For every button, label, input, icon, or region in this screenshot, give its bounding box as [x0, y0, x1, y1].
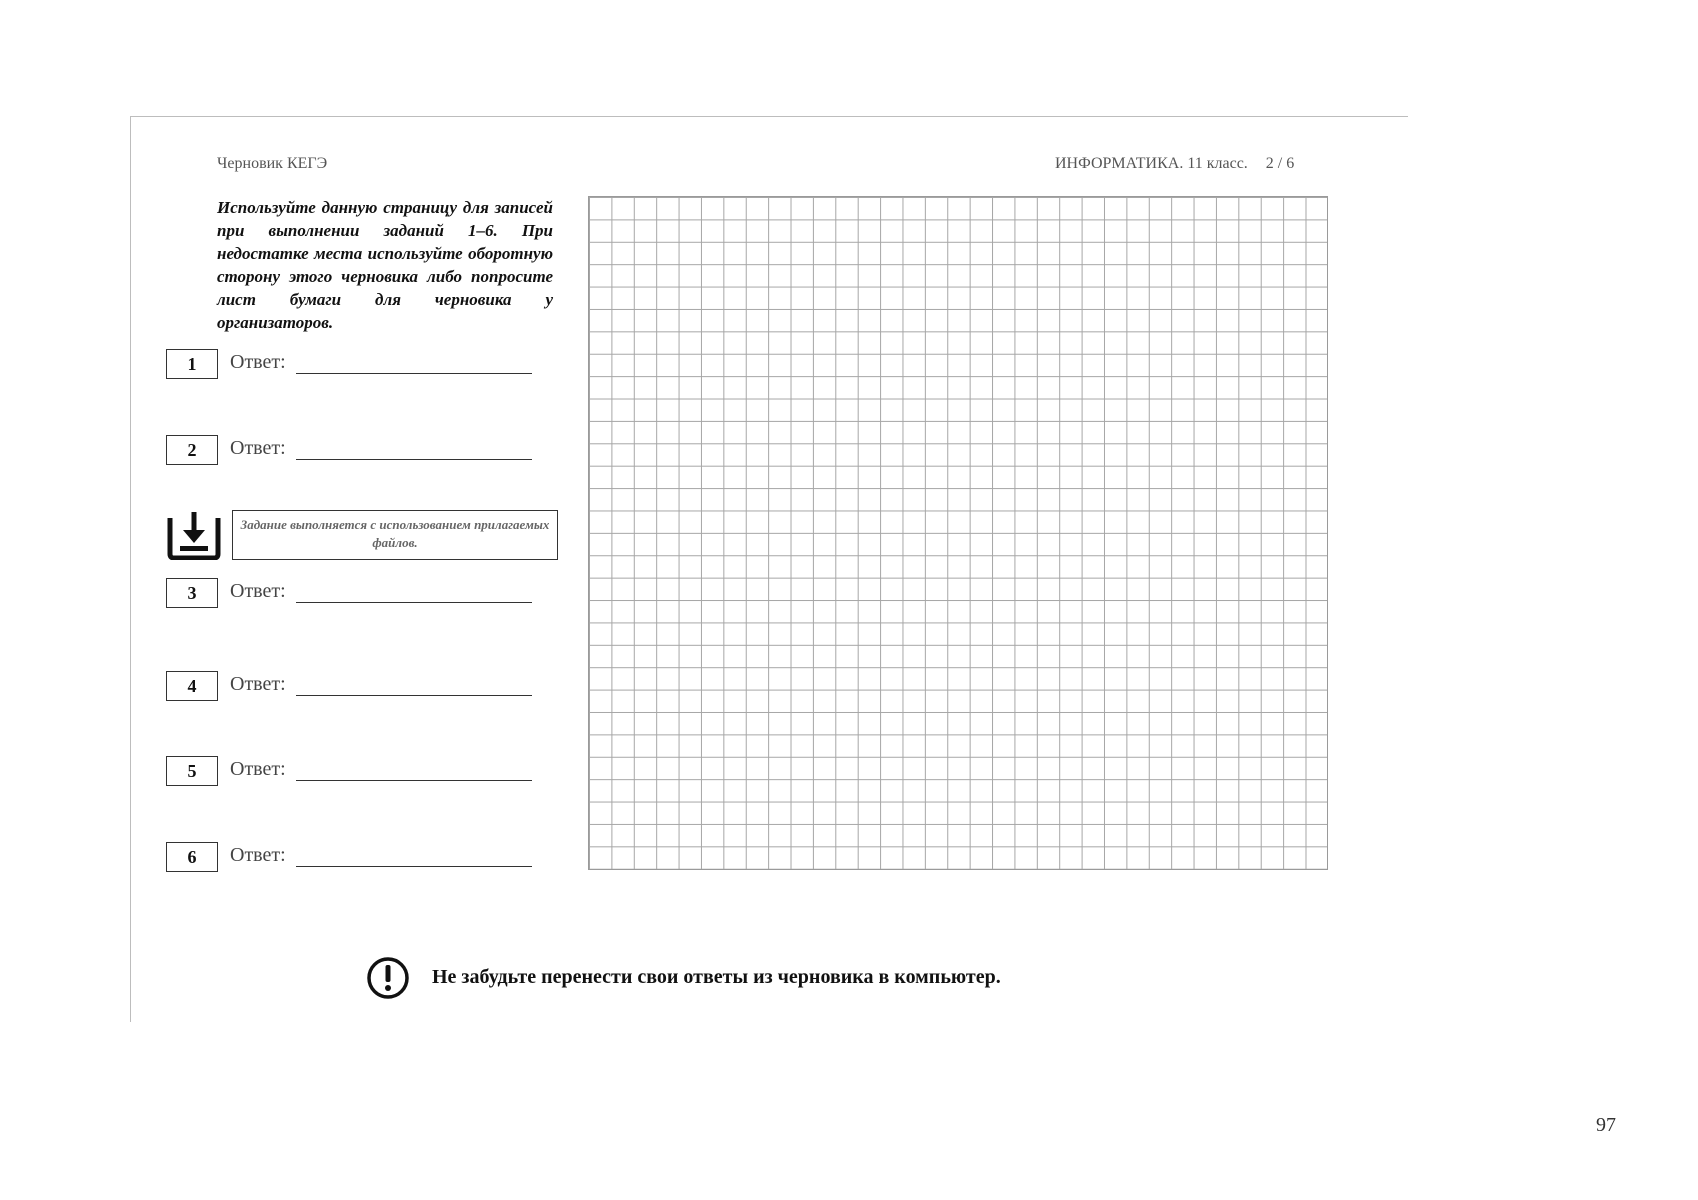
task-row-2 [166, 435, 536, 469]
header-page-indicator: 2 / 6 [1265, 155, 1295, 172]
exclamation-circle-icon [366, 956, 410, 1000]
page-top-border [130, 116, 1408, 117]
download-icon [166, 508, 222, 560]
draft-grid[interactable] [588, 196, 1328, 870]
task-number-4: 4 [166, 671, 218, 701]
answer-field-6[interactable] [296, 866, 532, 867]
answer-field-3[interactable] [296, 602, 532, 603]
answer-label-6: Ответ: [230, 844, 286, 866]
instructions-text: Используйте данную страницу для записей при выполнении заданий 1–6. При недостатке места используйте оборотную сторону этого черновика либо попросите лист бумаги для черновика у организаторов. [217, 198, 553, 332]
header-subject [1055, 155, 1294, 173]
task-number-6: 6 [166, 842, 218, 872]
task-row-1 [166, 349, 536, 383]
header-subject-label: ИНФОРМАТИКА. 11 класс. [1055, 155, 1248, 172]
answer-label-1: Ответ: [230, 351, 286, 373]
answer-field-5[interactable] [296, 780, 532, 781]
task-row-4 [166, 671, 536, 705]
answer-field-2[interactable] [296, 459, 532, 460]
answer-label-3: Ответ: [230, 580, 286, 602]
answer-label-2: Ответ: [230, 437, 286, 459]
page-left-border [130, 116, 131, 1022]
reminder-text: Не забудьте перенести свои ответы из черновика в компьютер. [432, 966, 1001, 988]
header-title: Черновик КЕГЭ [217, 155, 328, 172]
answer-field-1[interactable] [296, 373, 532, 374]
file-notice [166, 508, 558, 564]
task-row-5 [166, 756, 536, 790]
task-number-3: 3 [166, 578, 218, 608]
task-row-6 [166, 842, 536, 876]
page-number: 97 [1596, 1114, 1616, 1136]
task-number-5: 5 [166, 756, 218, 786]
answer-field-4[interactable] [296, 695, 532, 696]
task-number-2: 2 [166, 435, 218, 465]
answer-label-5: Ответ: [230, 758, 286, 780]
answer-label-4: Ответ: [230, 673, 286, 695]
task-number-1: 1 [166, 349, 218, 379]
task-row-3 [166, 578, 536, 612]
reminder [366, 956, 1126, 1000]
file-notice-text: Задание выполняется с использованием прилагаемых файлов. [232, 510, 558, 560]
